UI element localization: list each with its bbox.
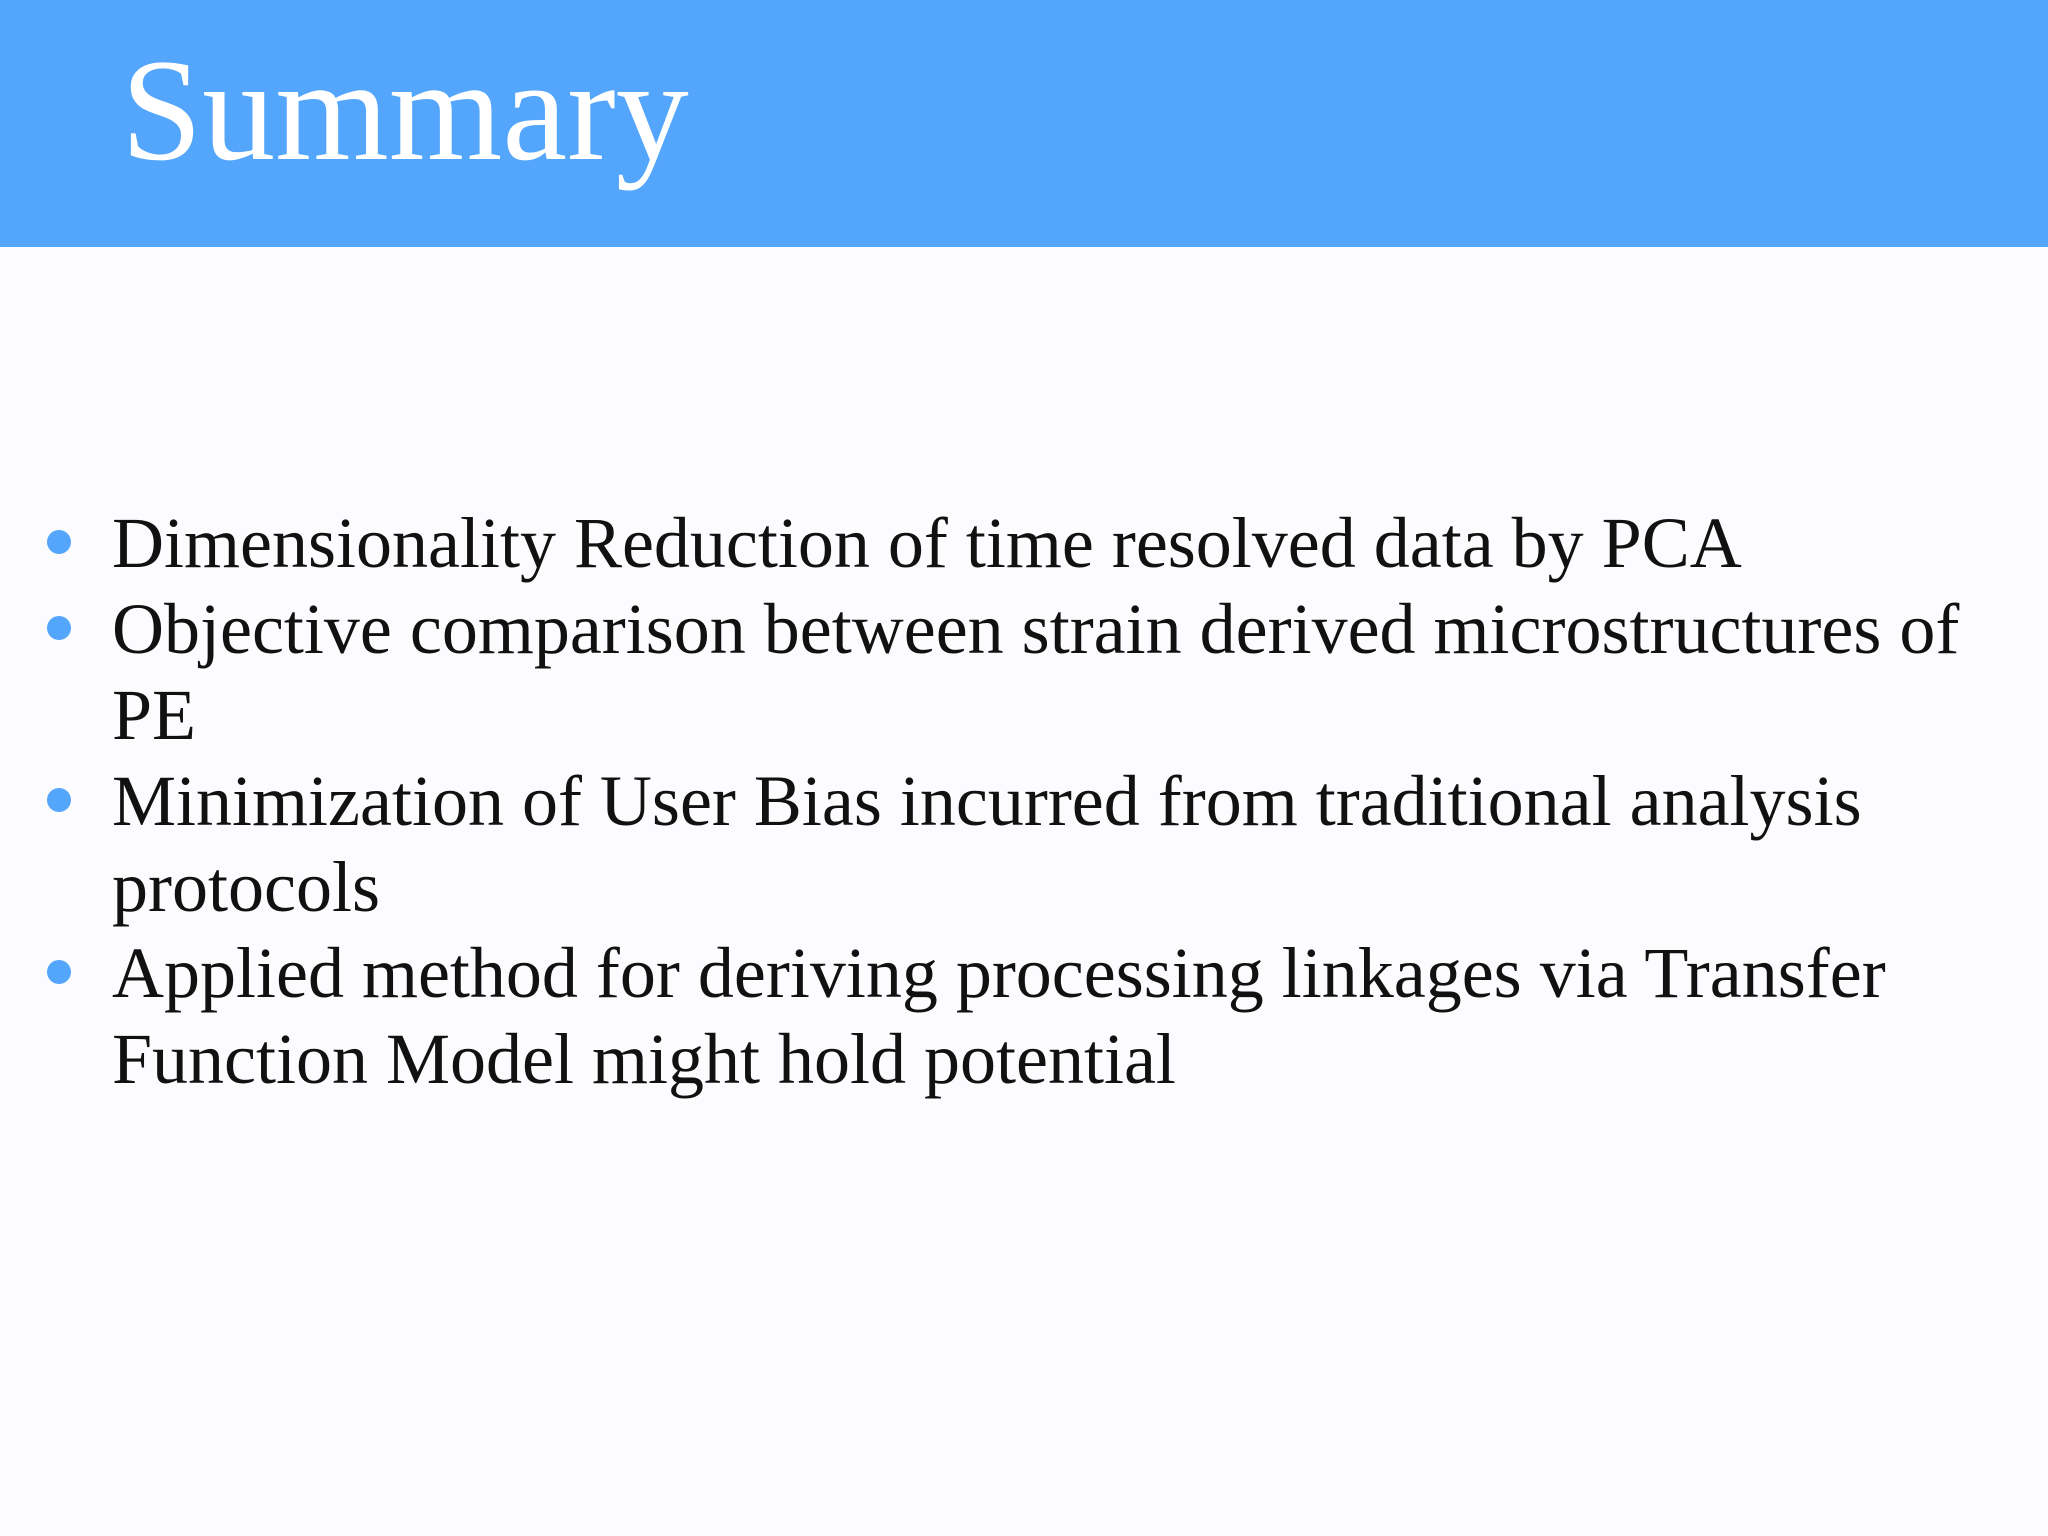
- bullet-item: [0, 586, 1972, 758]
- bullet-item: [0, 758, 1972, 930]
- bullet-dot-icon: [47, 960, 71, 984]
- slide-title: Summary: [121, 29, 689, 191]
- bullet-dot-icon: [47, 616, 71, 640]
- header-band: [0, 0, 2048, 247]
- bullet-item: [0, 500, 1972, 586]
- bullet-text: Applied method for deriving processing linkages via Transfer Function Model might hold potential: [112, 933, 1886, 1099]
- bullet-dot-icon: [47, 530, 71, 554]
- bullet-text: Dimensionality Reduction of time resolved data by PCA: [112, 503, 1742, 583]
- bullet-dot-icon: [47, 788, 71, 812]
- bullet-text: Objective comparison between strain derived microstructures of PE: [112, 589, 1960, 755]
- bullet-item: [0, 930, 1972, 1102]
- bullet-list: [0, 500, 2048, 1102]
- bullet-text: Minimization of User Bias incurred from traditional analysis protocols: [112, 761, 1862, 927]
